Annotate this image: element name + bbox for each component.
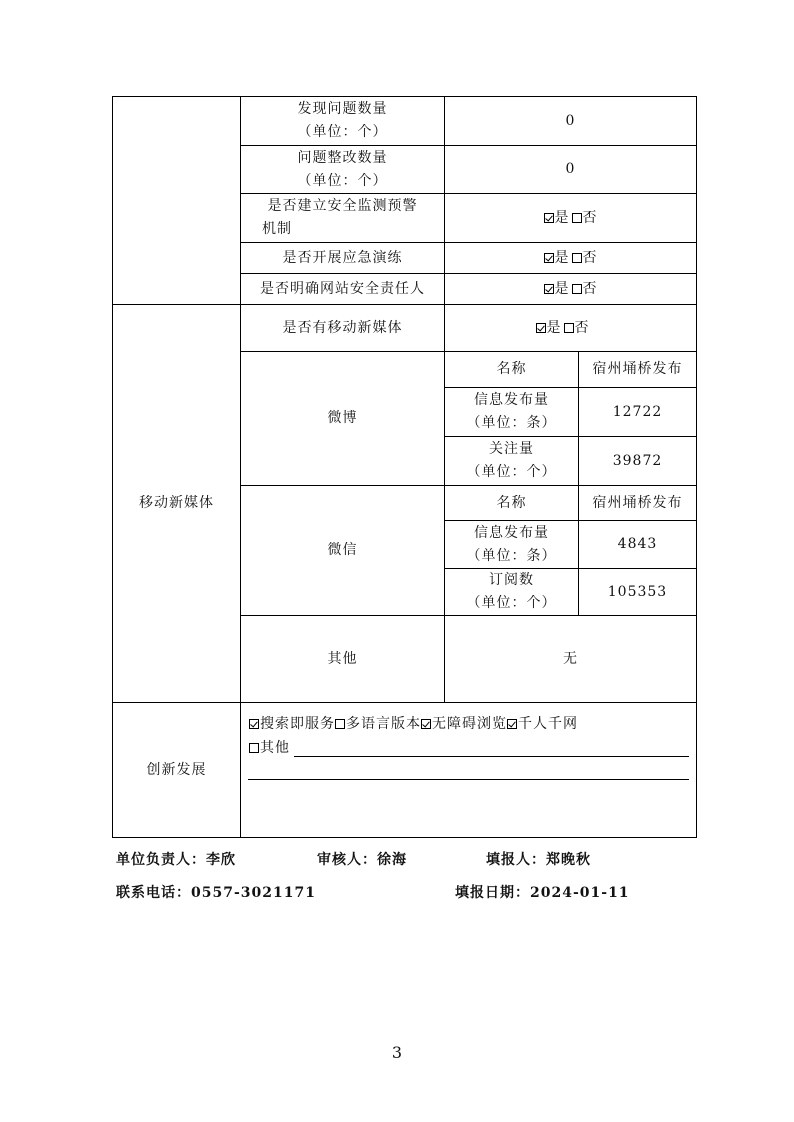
weibo-posts-label-text: 信息发布量 — [474, 392, 549, 408]
new-media-section-label: 移动新媒体 — [139, 495, 214, 511]
unit-head-label: 单位负责人： — [116, 852, 206, 868]
wechat-posts-value: 4843 — [617, 536, 658, 552]
wechat-subscribers-value: 105353 — [607, 583, 668, 600]
date-value: 2024-01-11 — [530, 885, 630, 901]
issues-fixed-label-text: 问题整改数量 — [297, 149, 388, 166]
issues-fixed-label — [241, 146, 444, 193]
yes-no-choice — [544, 247, 598, 270]
option-accessibility: 无障碍浏览 — [432, 716, 507, 732]
weibo-followers-value: 39872 — [612, 452, 663, 469]
weibo-posts-label — [445, 388, 578, 436]
security-responsible-label: 是否明确网站安全责任人 — [260, 280, 425, 297]
wechat-label: 微信 — [327, 542, 358, 558]
monitoring-mechanism-label — [241, 194, 444, 242]
no-label: 否 — [582, 209, 598, 226]
wechat-subscribers-label — [445, 569, 578, 615]
table-border-right — [696, 96, 697, 838]
unchecked-box-icon[interactable] — [335, 719, 345, 729]
innovation-option — [507, 713, 578, 735]
yes-no-choice — [536, 317, 590, 340]
wechat-posts-label — [445, 521, 578, 568]
weibo-label: 微博 — [327, 410, 358, 426]
other-media-value: 无 — [563, 650, 578, 667]
no-label: 否 — [582, 249, 598, 266]
option-personalized: 千人千网 — [518, 716, 578, 732]
fill-date — [455, 882, 630, 902]
weibo-followers-label-text: 关注量 — [489, 441, 534, 457]
innovation-option — [249, 737, 290, 759]
issues-found-label — [241, 97, 444, 145]
weibo-posts-unit: （单位：条） — [466, 415, 557, 431]
unchecked-box-icon[interactable] — [572, 284, 582, 294]
weibo-followers-label — [445, 437, 578, 485]
weibo-name-value: 宿州埇桥发布 — [592, 361, 683, 377]
innovation-option — [421, 713, 507, 735]
yes-no-choice — [544, 278, 598, 301]
unchecked-box-icon[interactable] — [564, 323, 574, 333]
reviewer — [317, 849, 407, 869]
checked-box-icon[interactable] — [544, 253, 554, 263]
checked-box-icon[interactable] — [544, 213, 554, 223]
checked-box-icon[interactable] — [536, 323, 546, 333]
filler-label: 填报人： — [486, 852, 546, 868]
monitoring-mechanism-choice — [445, 194, 696, 242]
emergency-drill-choice — [445, 243, 696, 273]
monitoring-label-line1: 是否建立安全监测预警 — [267, 198, 418, 214]
no-label: 否 — [582, 280, 598, 297]
checked-box-icon[interactable] — [507, 719, 517, 729]
date-label: 填报日期： — [455, 885, 530, 901]
issues-found-value: 0 — [565, 112, 576, 129]
yes-label: 是 — [546, 319, 562, 336]
other-fill-line[interactable] — [294, 756, 689, 757]
no-label: 否 — [574, 319, 590, 336]
page-number: 3 — [391, 1043, 403, 1062]
unit-head — [116, 849, 236, 869]
issues-found-unit: （单位：个） — [297, 124, 388, 140]
wechat-subscribers-unit: （单位：个） — [466, 595, 557, 611]
yes-label: 是 — [554, 209, 570, 226]
checked-box-icon[interactable] — [421, 719, 431, 729]
issues-fixed-value: 0 — [565, 161, 576, 177]
other-fill-line-2[interactable] — [248, 779, 689, 780]
issues-fixed-unit: （单位：个） — [297, 172, 388, 189]
unchecked-box-icon[interactable] — [249, 743, 259, 753]
issues-found-label-text: 发现问题数量 — [297, 101, 388, 117]
unchecked-box-icon[interactable] — [572, 253, 582, 263]
security-responsible-choice — [445, 274, 696, 304]
yes-label: 是 — [554, 280, 570, 297]
innovation-option — [335, 713, 421, 735]
unchecked-box-icon[interactable] — [572, 213, 582, 223]
has-new-media-choice — [445, 305, 696, 351]
wechat-name-value: 宿州埇桥发布 — [592, 494, 683, 511]
weibo-followers-unit: （单位：个） — [466, 464, 557, 480]
option-search-as-service: 搜索即服务 — [260, 716, 335, 732]
innovation-section-label: 创新发展 — [146, 761, 207, 778]
table-border-bottom — [112, 837, 697, 838]
option-multilingual: 多语言版本 — [346, 716, 421, 732]
innovation-other-row — [249, 737, 290, 760]
wechat-name-label: 名称 — [496, 494, 527, 511]
other-media-label: 其他 — [327, 650, 358, 667]
wechat-posts-label-text: 信息发布量 — [474, 524, 549, 541]
wechat-subscribers-label-text: 订阅数 — [489, 572, 534, 588]
innovation-option — [249, 713, 335, 735]
reviewer-name: 徐海 — [377, 852, 407, 868]
phone-label: 联系电话： — [116, 885, 191, 901]
weibo-name-label: 名称 — [496, 361, 527, 377]
wechat-posts-unit: （单位：条） — [466, 547, 557, 564]
yes-label: 是 — [554, 249, 570, 266]
emergency-drill-label: 是否开展应急演练 — [282, 249, 403, 266]
unit-head-name: 李欣 — [206, 852, 236, 868]
option-other: 其他 — [260, 740, 290, 756]
yes-no-choice — [544, 207, 598, 230]
innovation-options — [249, 713, 578, 736]
contact-phone — [116, 882, 316, 902]
weibo-posts-value: 12722 — [612, 403, 663, 420]
checked-box-icon[interactable] — [249, 719, 259, 729]
reviewer-label: 审核人： — [317, 852, 377, 868]
has-new-media-label: 是否有移动新媒体 — [282, 319, 403, 336]
monitoring-label-line2: 机制 — [262, 221, 292, 237]
phone-value: 0557-3021171 — [191, 885, 316, 901]
filler-name: 郑晚秋 — [546, 852, 591, 868]
filler — [486, 849, 591, 869]
checked-box-icon[interactable] — [544, 284, 554, 294]
